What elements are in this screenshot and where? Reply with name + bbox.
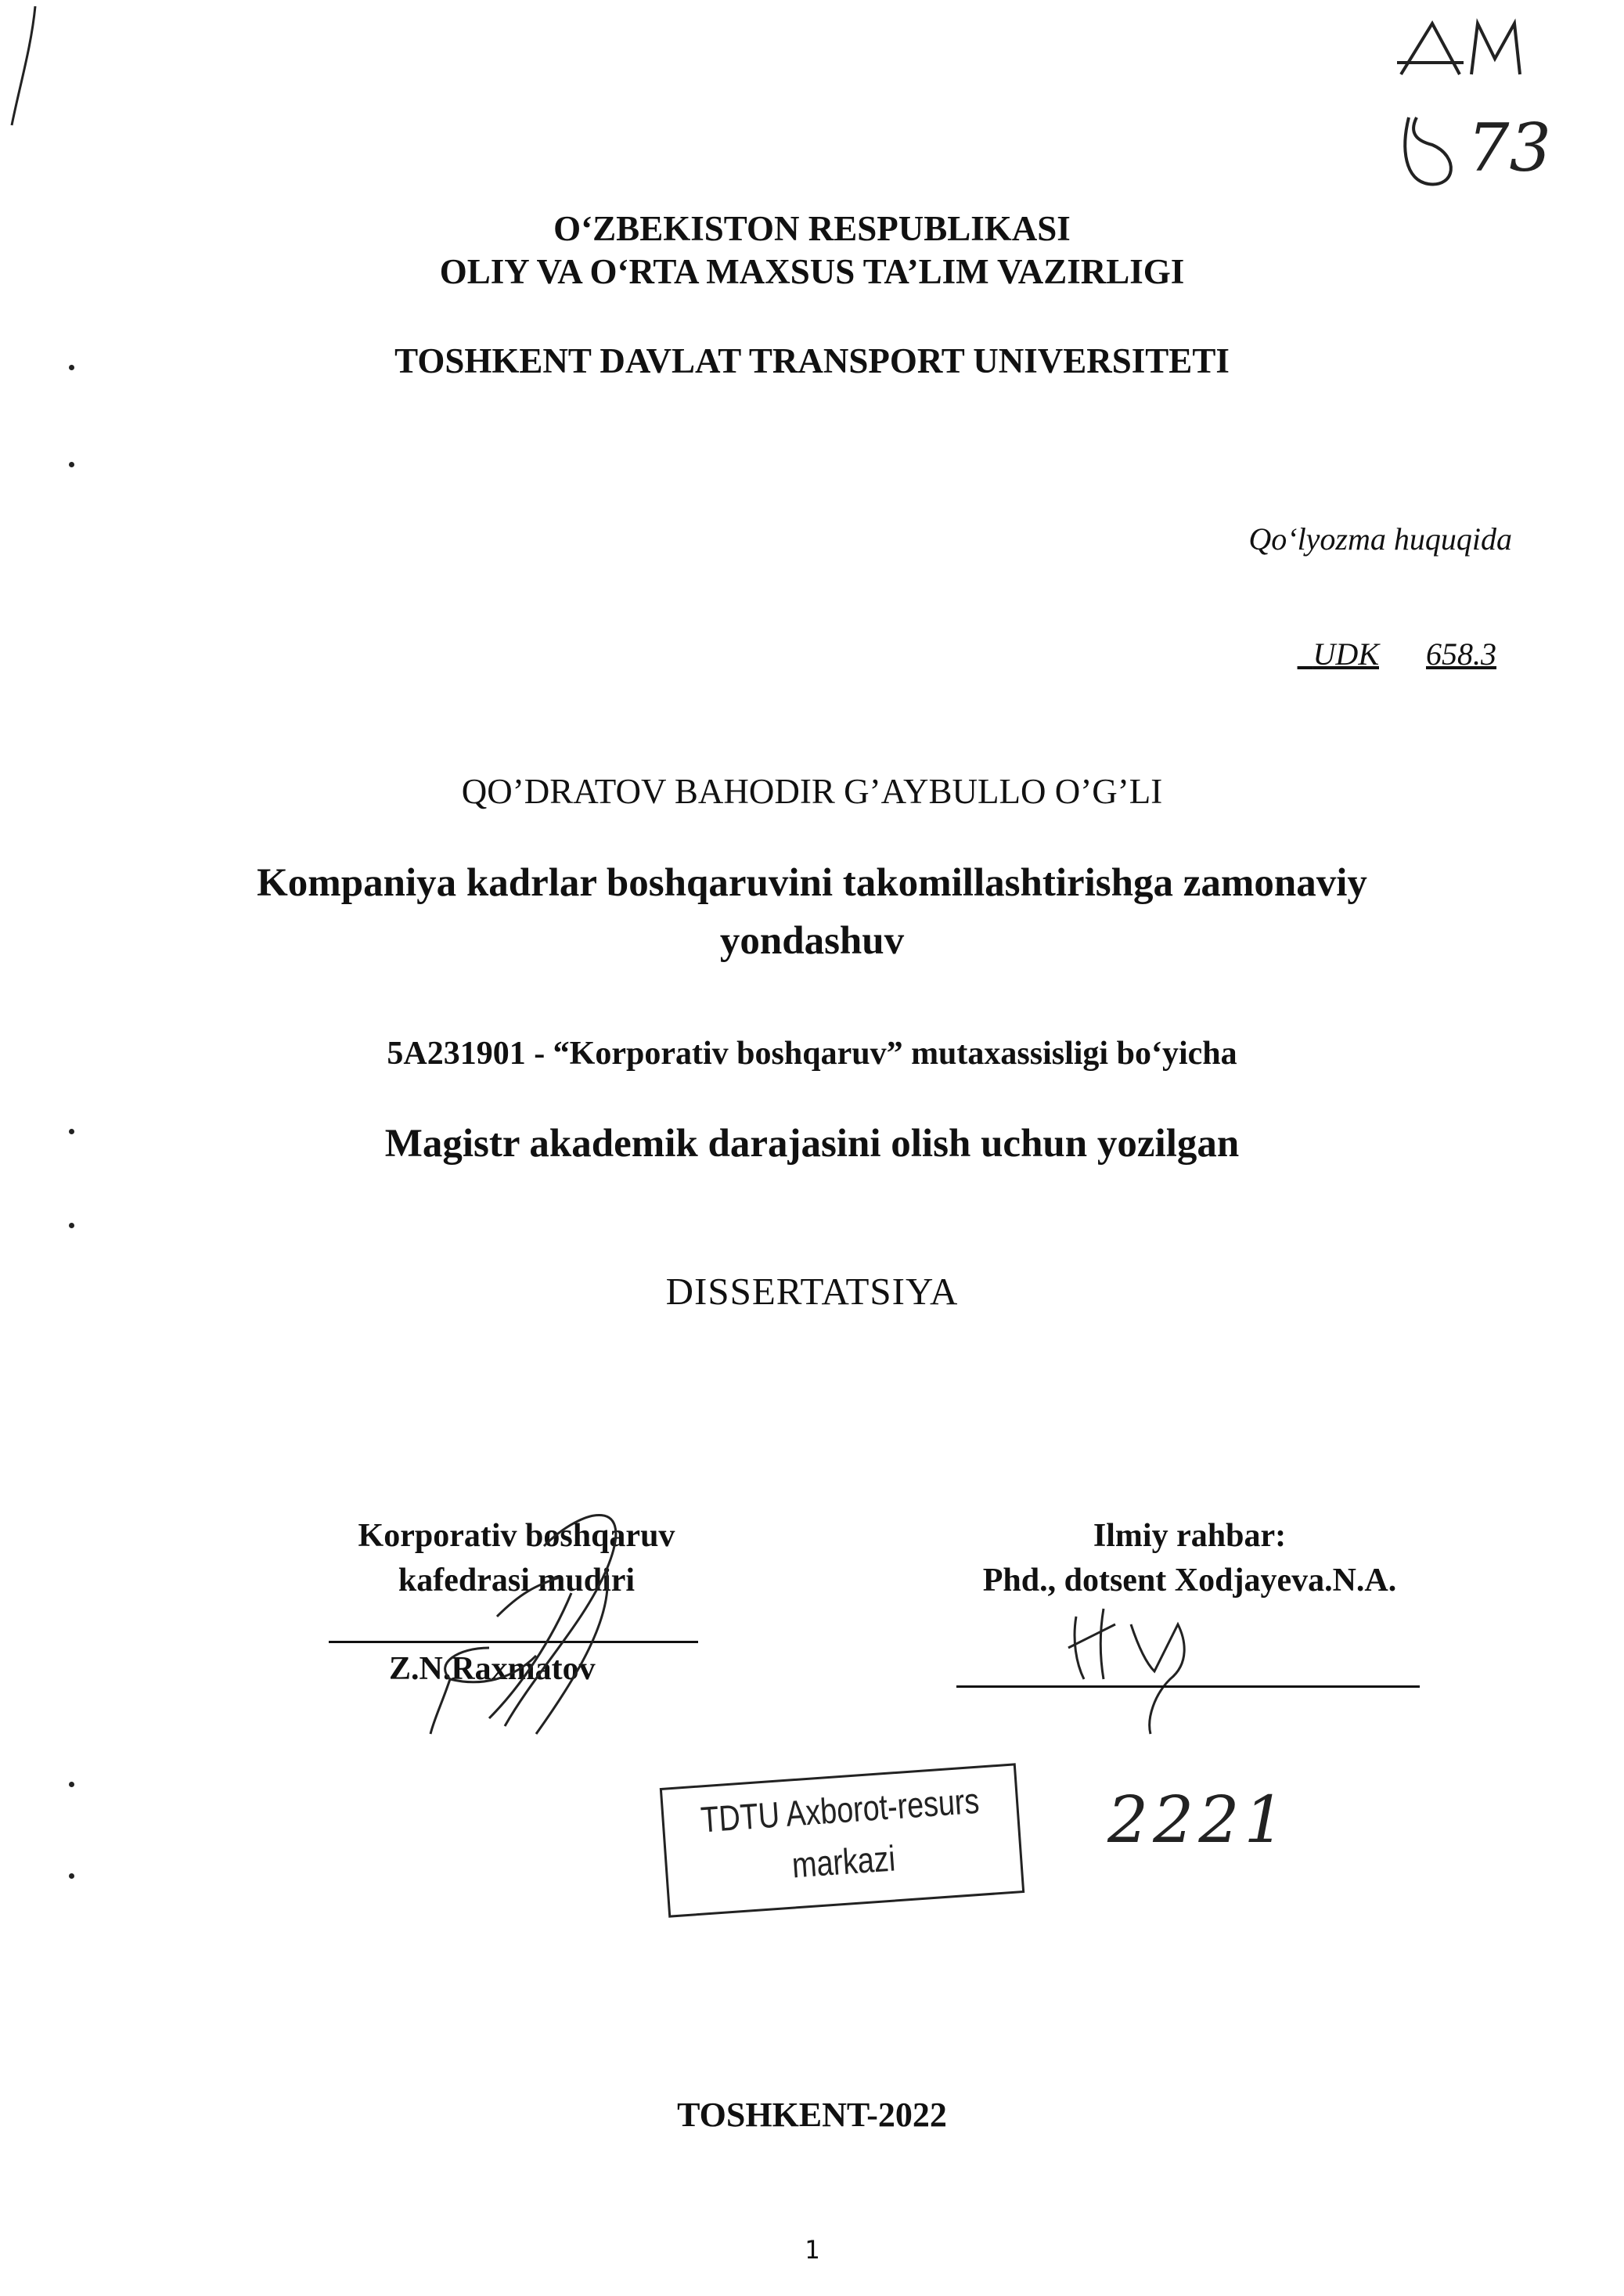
specialty-line: 5A231901 - “Korporativ boshqaruv” mutaxassisligi bo‘yicha bbox=[387, 1036, 1237, 1072]
right-signatory-block bbox=[924, 1514, 1456, 1603]
degree-line: Magistr akademik darajasini olish uchun yozilgan bbox=[384, 1122, 1240, 1166]
republic-name: O‘ZBEKISTON RESPUBLIKASI bbox=[553, 209, 1071, 248]
page-number: 1 bbox=[804, 2235, 820, 2265]
right-signature-line bbox=[956, 1685, 1420, 1688]
margin-stroke bbox=[0, 0, 47, 141]
right-signatory-role: Ilmiy rahbar: bbox=[1093, 1518, 1287, 1554]
city-year: TOSHKENT-2022 bbox=[677, 2096, 947, 2134]
stamp-line2: markazi bbox=[790, 1837, 897, 1886]
scan-dot bbox=[69, 1782, 74, 1787]
manuscript-rights: Qo‘lyozma huquqida bbox=[1248, 521, 1512, 557]
right-signature bbox=[1060, 1593, 1217, 1750]
scan-dot bbox=[69, 1223, 74, 1228]
handwritten-corner-number: 73 bbox=[1467, 110, 1551, 186]
right-signatory-name: Phd., dotsent Xodjayeva.N.A. bbox=[982, 1563, 1397, 1599]
left-signatory-department: Korporativ boshqaruv bbox=[358, 1518, 675, 1554]
udk-value: 658.3 bbox=[1426, 636, 1496, 672]
scan-dot bbox=[69, 462, 74, 467]
author-name: QO’DRATOV BAHODIR G’AYBULLO O’G’LI bbox=[461, 772, 1163, 811]
library-stamp bbox=[660, 1763, 1024, 1917]
thesis-title-line2: yondashuv bbox=[719, 919, 905, 963]
stamp-line1: TDTU Axborot-resurs bbox=[699, 1779, 981, 1840]
udk-label: UDK bbox=[1313, 636, 1379, 672]
document-type: DISSERTATSIYA bbox=[665, 1270, 959, 1313]
left-signatory-name: Z.N.Raxmatov bbox=[389, 1651, 596, 1687]
left-signature bbox=[403, 1499, 654, 1742]
university-name: TOSHKENT DAVLAT TRANSPORT UNIVERSITETI bbox=[394, 341, 1230, 380]
left-signatory-position: kafedrasi mudiri bbox=[398, 1563, 636, 1599]
handwritten-number: 2221 bbox=[1107, 1783, 1290, 1858]
scan-dot bbox=[69, 1873, 74, 1879]
udk-line bbox=[1298, 599, 1512, 672]
thesis-title-line1: Kompaniya kadrlar boshqaruvini takomillashtirishga zamonaviy bbox=[257, 861, 1367, 905]
ministry-name: OLIY VA O‘RTA MAXSUS TA’LIM VAZIRLIGI bbox=[439, 252, 1185, 291]
